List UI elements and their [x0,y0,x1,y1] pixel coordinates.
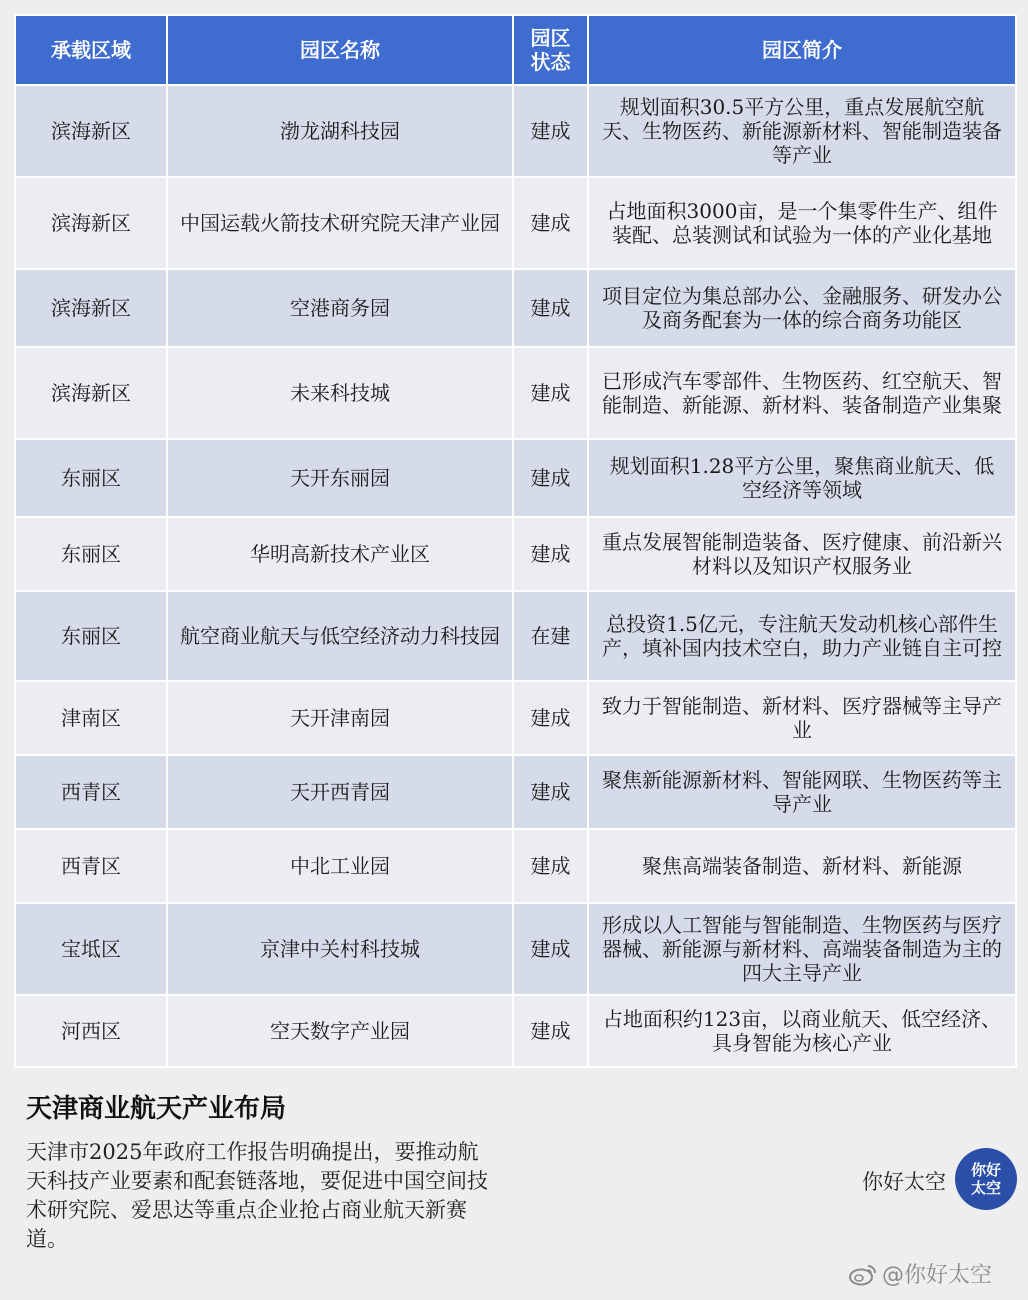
logo-line-2: 太空 [970,1179,1001,1197]
cell-area: 滨海新区 [16,348,166,438]
parks-table-container [14,14,1015,1068]
table-row [16,830,1015,902]
cell-name: 天开西青园 [168,756,512,828]
cell-name: 中国运载火箭技术研究院天津产业园 [168,178,512,268]
table-row [16,592,1015,680]
header-desc: 园区简介 [589,16,1015,84]
cell-status: 建成 [514,440,587,516]
cell-name: 京津中关村科技城 [168,904,512,994]
table-row [16,756,1015,828]
watermark-text: @你好太空 [882,1263,993,1288]
cell-area: 东丽区 [16,592,166,680]
cell-status: 在建 [514,592,587,680]
weibo-icon [848,1262,878,1286]
parks-table [14,14,1017,1068]
cell-name: 空港商务园 [168,270,512,346]
table-row [16,904,1015,994]
header-name: 园区名称 [168,16,512,84]
cell-name: 空天数字产业园 [168,996,512,1066]
cell-area: 滨海新区 [16,86,166,176]
cell-name: 渤龙湖科技园 [168,86,512,176]
footer-text: 天津市2025年政府工作报告明确提出，要推动航天科技产业要素和配套链落地，要促进中国空间技术研究院、爱思达等重点企业抢占商业航天新赛道。 [26,1140,488,1251]
cell-name: 天开东丽园 [168,440,512,516]
cell-desc: 规划面积30.5平方公里，重点发展航空航天、生物医药、新能源新材料、智能制造装备等产业 [589,86,1015,176]
cell-area: 河西区 [16,996,166,1066]
cell-desc: 聚焦新能源新材料、智能网联、生物医药等主导产业 [589,756,1015,828]
cell-status: 建成 [514,178,587,268]
cell-status: 建成 [514,270,587,346]
cell-name: 中北工业园 [168,830,512,902]
table-row [16,440,1015,516]
cell-name: 航空商业航天与低空经济动力科技园 [168,592,512,680]
cell-desc: 规划面积1.28平方公里，聚焦商业航天、低空经济等领域 [589,440,1015,516]
cell-area: 宝坻区 [16,904,166,994]
cell-name: 华明高新技术产业区 [168,518,512,590]
table-row [16,270,1015,346]
table-row [16,86,1015,176]
table-row [16,178,1015,268]
cell-area: 东丽区 [16,518,166,590]
cell-status: 建成 [514,518,587,590]
cell-area: 滨海新区 [16,178,166,268]
cell-status: 建成 [514,86,587,176]
table-row [16,996,1015,1066]
brand-name: 你好太空 [862,1170,946,1194]
cell-name: 天开津南园 [168,682,512,754]
cell-desc: 总投资1.5亿元，专注航天发动机核心部件生产，填补国内技术空白，助力产业链自主可控 [589,592,1015,680]
cell-area: 西青区 [16,756,166,828]
brand-logo-icon [955,1148,1017,1210]
cell-desc: 致力于智能制造、新材料、医疗器械等主导产业 [589,682,1015,754]
cell-status: 建成 [514,904,587,994]
cell-status: 建成 [514,996,587,1066]
table-body [16,86,1015,1066]
cell-desc: 已形成汽车零部件、生物医药、红空航天、智能制造、新能源、新材料、装备制造产业集聚 [589,348,1015,438]
cell-status: 建成 [514,682,587,754]
table-row [16,518,1015,590]
cell-area: 滨海新区 [16,270,166,346]
header-area: 承载区域 [16,16,166,84]
table-header-row [16,16,1015,84]
cell-area: 西青区 [16,830,166,902]
cell-status: 建成 [514,348,587,438]
cell-area: 东丽区 [16,440,166,516]
watermark [848,1258,992,1289]
logo-line-1: 你好 [970,1161,1001,1179]
cell-desc: 占地面积3000亩，是一个集零件生产、组件装配、总装测试和试验为一体的产业化基地 [589,178,1015,268]
cell-desc: 占地面积约123亩，以商业航天、低空经济、具身智能为核心产业 [589,996,1015,1066]
cell-status: 建成 [514,830,587,902]
header-status: 园区 状态 [514,16,587,84]
cell-desc: 聚焦高端装备制造、新材料、新能源 [589,830,1015,902]
table-row [16,682,1015,754]
cell-desc: 形成以人工智能与智能制造、生物医药与医疗器械、新能源与新材料、高端装备制造为主的四大主导产业 [589,904,1015,994]
cell-desc: 项目定位为集总部办公、金融服务、研发办公及商务配套为一体的综合商务功能区 [589,270,1015,346]
cell-status: 建成 [514,756,587,828]
table-row [16,348,1015,438]
footer-title: 天津商业航天产业布局 [26,1094,287,1124]
cell-area: 津南区 [16,682,166,754]
cell-name: 未来科技城 [168,348,512,438]
cell-desc: 重点发展智能制造装备、医疗健康、前沿新兴材料以及知识产权服务业 [589,518,1015,590]
